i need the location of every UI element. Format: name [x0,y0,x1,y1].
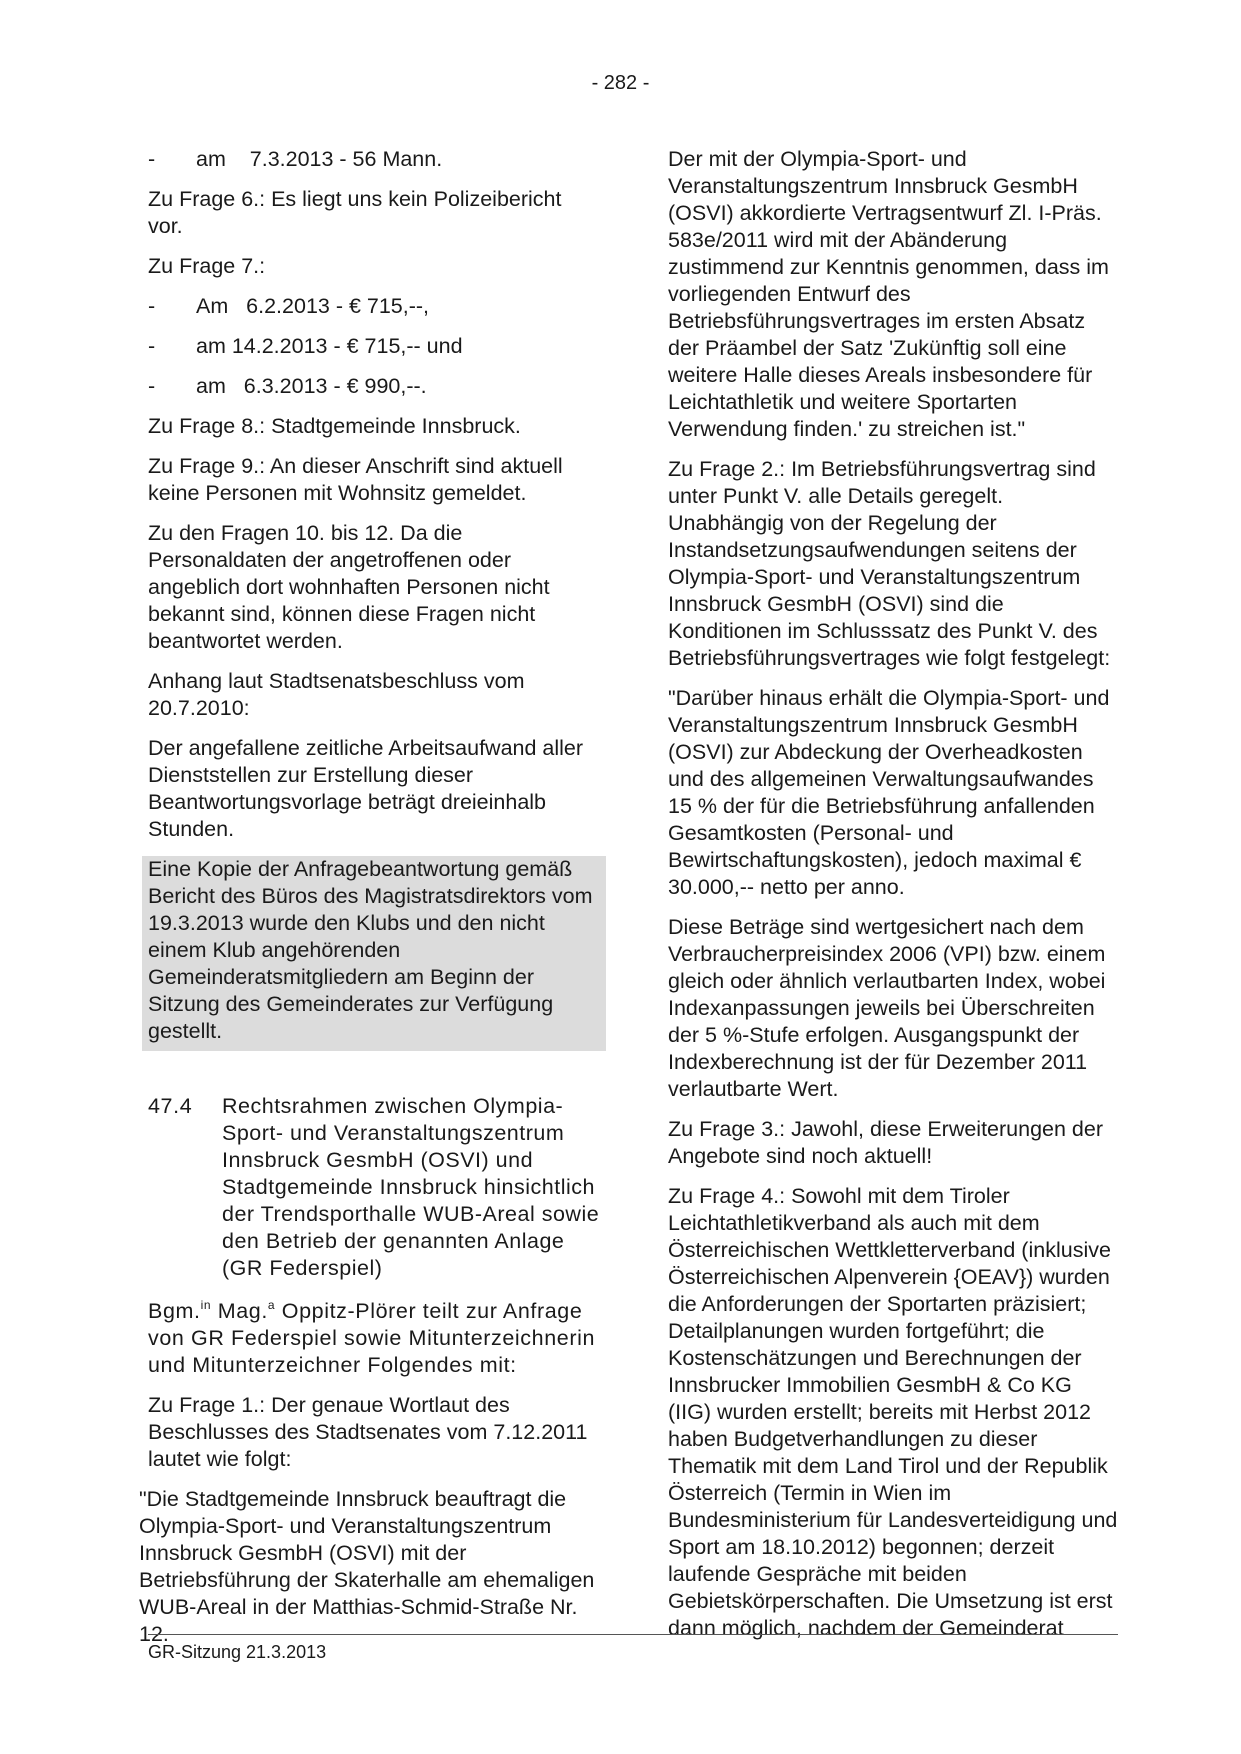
list-item [148,293,600,320]
agenda-title: Rechtsrahmen zwischen Olympia-Sport- und Veranstaltungszentrum Innsbruck GesmbH (OSVI) und Stadtgemeinde Innsbruck hinsichtlich der Trendsporthalle WUB-Areal sowie den Betrieb der genannten Anlage (GR Federspiel) [222,1094,600,1280]
mayor-title: Bgm. [148,1299,201,1323]
answer-q6: Zu Frage 6.: Es liegt uns kein Polizeibericht vor. [148,187,562,238]
dash-bullet: - [148,334,156,358]
dash-bullet: - [148,147,156,171]
appendix-note: Anhang laut Stadtsenatsbeschluss vom 20.7.2010: [148,669,525,720]
indexation-note: Diese Beträge sind wertgesichert nach dem Verbraucherpreisindex 2006 (VPI) bzw. einem gleich oder ähnlich verlautbarten Index, wobei Indexanpassungen jeweils bei Überschreiten der 5 %-Stufe erfolgen. Ausgangspunkt der Indexberechnung ist der für Dezember 2011 verlautbarte Wert. [668,915,1106,1101]
list-item [148,373,600,400]
list-item-text: am 6.3.2013 - € 990,--. [196,374,427,398]
answer-q4: Zu Frage 4.: Sowohl mit dem Tiroler Leichtathletikverband als auch mit dem Österreichischen Wettkletterverband (inklusive Österreichischen Alpenverein {OEAV}) wurden die Anforderungen der Sportarten präzisiert; Detailplanungen wurden fortgeführt; die Kostenschätzungen und Berechnungen der Innsbrucker Immobilien GesmbH & Co KG (IIG) wurden erstellt; bereits mit Herbst 2012 haben Budgetverhandlungen zu dieser Thematik mit dem Land Tirol und der Republik Österreich (Termin in Wien im Bundesministerium für Landesverteidigung und Sport am 18.10.2012) begonnen; derzeit laufende Gespräche mit beiden Gebietskörperschaften. Die Umsetzung ist erst dann möglich, nachdem der Gemeinderat [668,1184,1118,1640]
agenda-number: 47.4 [148,1094,193,1118]
footer-divider [148,1634,1118,1635]
copy-note-text: Eine Kopie der Anfragebeantwortung gemäß Bericht des Büros des Magistratsdirektors vom 19.3.2013 wurde den Klubs und den nicht einem Klub angehörenden Gemeinderatsmitgliedern am Beginn der Sitzung des Gemeinderates zur Verfügung gestellt. [148,857,593,1043]
answer-q3: Zu Frage 3.: Jawohl, diese Erweiterungen der Angebote sind noch aktuell! [668,1117,1104,1168]
resolution-quote-continued: Der mit der Olympia-Sport- und Veranstaltungszentrum Innsbruck GesmbH (OSVI) akkordierte Vertragsentwurf Zl. I-Präs. 583e/2011 wird mit der Abänderung zustimmend zur Kenntnis genommen, dass im vorliegenden Entwurf des Betriebsführungsvertrages im ersten Absatz der Präambel der Satz 'Zukünftig soll eine weitere Halle dieses Areals insbesondere für Leichtathletik und weitere Sportarten Verwendung finden.' zu streichen ist." [668,147,1109,441]
answer-q1: Zu Frage 1.: Der genaue Wortlaut des Beschlusses des Stadtsenates vom 7.12.2011 lautet wie folgt: [148,1393,588,1471]
mayor-title-sup: in [200,1298,212,1312]
footer-session: GR-Sitzung 21.3.2013 [148,1642,327,1662]
agenda-item-heading [148,1093,600,1282]
list-item-text: am 7.3.2013 - 56 Mann. [196,147,443,171]
list-item [148,333,600,360]
contract-quote: "Darüber hinaus erhält die Olympia-Sport- und Veranstaltungszentrum Innsbruck GesmbH (OSVI) zur Abdeckung der Overheadkosten und des allgemeinen Verwaltungsaufwandes 15 % der für die Betriebsführung anfallenden Gesamtkosten (Personal- und Bewirtschaftungskosten), jedoch maximal € 30.000,-- netto per anno. [668,686,1110,899]
dash-bullet: - [148,294,156,318]
right-column [668,146,1118,1655]
resolution-quote: "Die Stadtgemeinde Innsbruck beauftragt die Olympia-Sport- und Veranstaltungszentrum Innsbruck GesmbH (OSVI) mit der Betriebsführung der Skaterhalle am ehemaligen WUB-Areal in der Matthias-Schmid-Straße Nr. 12. [139,1487,595,1646]
page-number: - 282 - [591,72,650,94]
answer-q8: Zu Frage 8.: Stadtgemeinde Innsbruck. [148,414,521,438]
dash-bullet: - [148,374,156,398]
answer-q2: Zu Frage 2.: Im Betriebsführungsvertrag sind unter Punkt V. alle Details geregelt. Unabhängig von der Regelung der Instandsetzungsaufwendungen seitens der Olympia-Sport- und Veranstaltungszentrum Innsbruck GesmbH (OSVI) sind die Konditionen im Schlusssatz des Punkt V. des Betriebsführungsvertrages wie folgt festgelegt: [668,457,1111,670]
list-item-text: Am 6.2.2013 - € 715,--, [196,294,430,318]
effort-note: Der angefallene zeitliche Arbeitsaufwand aller Dienststellen zur Erstellung dieser Beantwortungsvorlage beträgt dreieinhalb Stunden. [148,736,584,841]
copy-note-box [142,856,606,1051]
answer-q9: Zu Frage 9.: An dieser Anschrift sind aktuell keine Personen mit Wohnsitz gemeldet. [148,454,563,505]
mayor-statement-text: Oppitz-Plörer teilt zur Anfrage von GR Federspiel sowie Mitunterzeichnerin und Mitunterzeichner Folgendes mit: [148,1299,596,1377]
mayor-degree-sup: a [267,1298,276,1312]
mayor-statement [148,1298,600,1379]
list-item [148,146,600,173]
answer-q7-heading: Zu Frage 7.: [148,254,266,278]
answer-q10-12: Zu den Fragen 10. bis 12. Da die Personaldaten der angetroffenen oder angeblich dort wohnhaften Personen nicht bekannt sind, können diese Fragen nicht beantwortet werden. [148,521,550,653]
left-column [139,146,600,1661]
mayor-degree: Mag. [211,1299,268,1323]
list-item-text: am 14.2.2013 - € 715,-- und [196,334,463,358]
